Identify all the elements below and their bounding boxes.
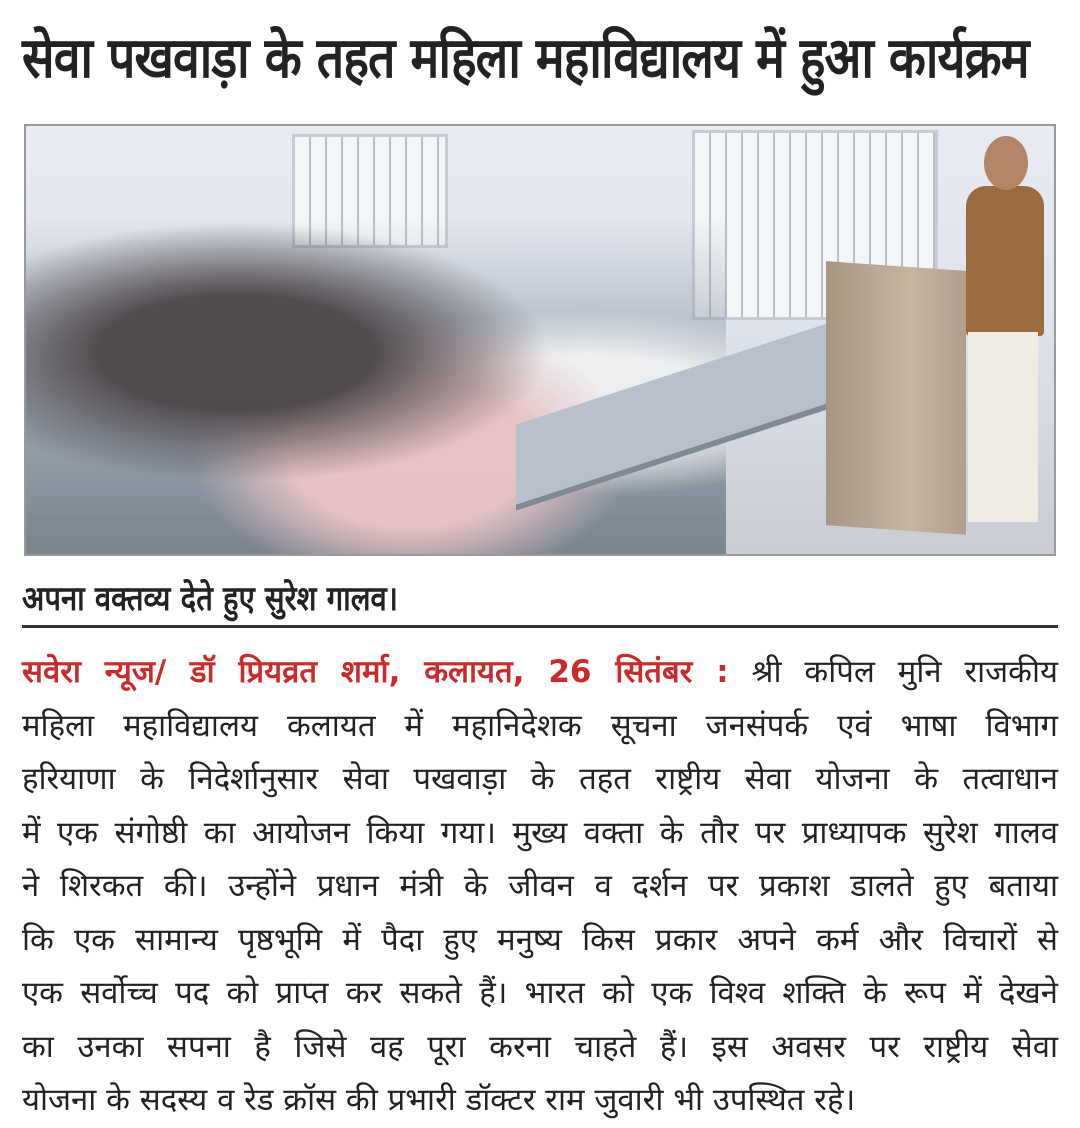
article-line: महिला महाविद्यालय कलायत में महानिदेशक सूचना जनसंपर्क एवं भाषा विभाग [22,707,1058,744]
speaker [966,186,1044,336]
speaker-legs [968,332,1038,522]
article-line: का उनका सपना है जिसे वह पूरा करना चाहते हैं। इस अवसर पर राष्ट्रीय सेवा [22,1028,1058,1065]
news-photo [24,124,1056,556]
article-line [22,646,1058,700]
seated-students [26,216,726,556]
podium [826,261,966,535]
article-line: में एक संगोष्ठी का आयोजन किया गया। मुख्य वक्ता के तौर पर प्राध्यापक सुरेश गालव [22,814,1058,851]
divider [22,625,1058,628]
headline: सेवा पखवाड़ा के तहत महिला महाविद्यालय में हुआ कार्यक्रम [22,26,1029,91]
article-line: ने शिरकत की। उन्होंने प्रधान मंत्री के जीवन व दर्शन पर प्रकाश डालते हुए बताया [22,868,1058,904]
article-line: योजना के सदस्य व रेड क्रॉस की प्रभारी डॉक्टर राम जुवारी भी उपस्थित रहे। [22,1082,856,1118]
article-line: एक सर्वोच्च पद को प्राप्त कर सकते हैं। भारत को एक विश्व शक्ति के रूप में देखने [22,975,1058,1011]
byline: सवेरा न्यूज/ डॉ प्रियव्रत शर्मा, कलायत, 26 सितंबर : [22,654,729,690]
article-line: कि एक सामान्य पृष्ठभूमि में पैदा हुए मनुष्य किस प्रकार अपने कर्म और विचारों से [22,921,1058,958]
article-line: हरियाणा के निदेर्शानुसार सेवा पखवाड़ा के तहत राष्ट्रीय सेवा योजना के तत्वाधान [22,761,1058,797]
photo-caption: अपना वक्तव्य देते हुए सुरेश गालव। [22,579,398,619]
article-line-text: श्री कपिल मुनि राजकीय [728,654,1058,690]
article-body [22,646,1058,1128]
speaker-head [984,136,1028,190]
